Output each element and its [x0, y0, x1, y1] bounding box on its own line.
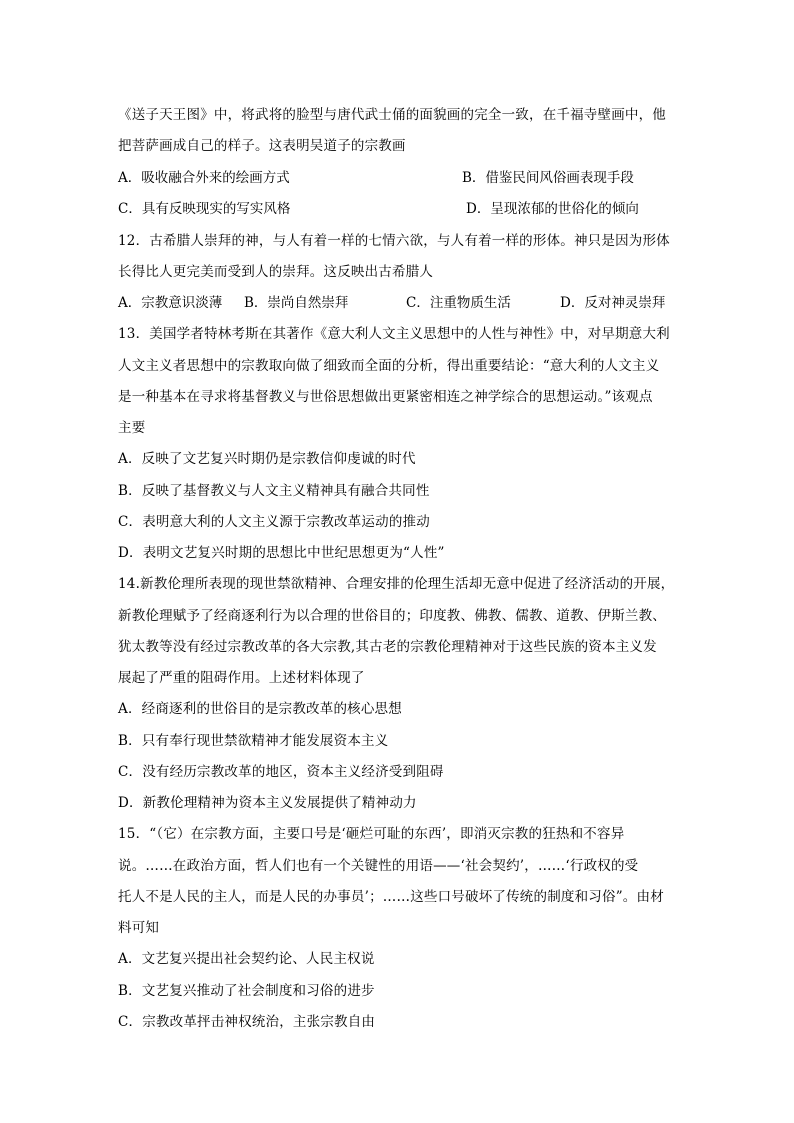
q15-option-a: A．文艺复兴提出社会契约论、人民主权说: [118, 951, 375, 967]
q13-stem-line-4: 主要: [118, 420, 146, 436]
q14-option-a: A．经商逐利的世俗目的是宗教改革的核心思想: [118, 701, 402, 717]
q13-option-c: C．表明意大利的人文主义源于宗教改革运动的推动: [118, 514, 430, 530]
q13-option-b: B．反映了基督教义与人文主义精神具有融合共同性: [118, 483, 430, 499]
q11-option-c: C．具有反映现实的写实风格: [118, 201, 291, 217]
q13-option-d: D．表明文艺复兴时期的思想比中世纪思想更为“人性”: [118, 545, 445, 561]
q11-option-b: B．借鉴民间风俗画表现手段: [462, 170, 634, 186]
q12-stem-line-2: 长得比人更完美而受到人的崇拜。这反映出古希腊人: [118, 264, 434, 280]
q15-option-b: B．文艺复兴推动了社会制度和习俗的进步: [118, 983, 375, 999]
q11-stem-line-1: 《送子天王图》中，将武将的脸型与唐代武士俑的面貌画的完全一致，在千福寺壁画中，他: [118, 107, 666, 123]
q11-option-d: D．呈现浓郁的世俗化的倾向: [466, 201, 639, 217]
q12-stem-line-1: 12．古希腊人崇拜的神，与人有着一样的七情六欲，与人有着一样的形体。神只是因为形体: [118, 233, 670, 249]
q15-option-c: C．宗教改革抨击神权统治，主张宗教自由: [118, 1014, 376, 1030]
q13-stem-line-1: 13．美国学者特林考斯在其著作《意大利人文主义思想中的人性与神性》中，对早期意大利: [118, 326, 670, 342]
q11-stem-line-2: 把菩萨画成自己的样子。这表明吴道子的宗教画: [118, 138, 406, 154]
q12-option-a: A．宗教意识淡薄: [118, 295, 223, 311]
q14-stem-line-2: 新教伦理赋予了经商逐利行为以合理的世俗目的；印度教、佛教、儒教、道教、伊斯兰教、: [118, 608, 666, 624]
q11-option-a: A．吸收融合外来的绘画方式: [118, 170, 290, 186]
q15-stem-line-2: 说。……在政治方面，哲人们也有一个关键性的用语——‘社会契约’，……‘行政权的受: [118, 858, 639, 874]
q14-option-b: B．只有奉行现世禁欲精神才能发展资本主义: [118, 733, 389, 749]
q13-option-a: A．反映了文艺复兴时期仍是宗教信仰虔诚的时代: [118, 451, 416, 467]
q14-stem-line-3: 犹太教等没有经过宗教改革的各大宗教,其古老的宗教伦理精神对于这些民族的资本主义发: [118, 639, 657, 655]
q14-stem-line-4: 展起了严重的阻碍作用。上述材料体现了: [118, 670, 365, 686]
q15-stem-line-4: 料可知: [118, 920, 160, 936]
q15-stem-line-3: 托人不是人民的主人，而是人民的办事员’；……这些口号破坏了传统的制度和习俗”。由材: [118, 889, 664, 905]
q15-stem-line-1: 15．“（它）在宗教方面，主要口号是‘砸烂可耻的东西’，即消灭宗教的狂热和不容异: [118, 826, 625, 842]
q14-option-d: D．新教伦理精神为资本主义发展提供了精神动力: [118, 795, 417, 811]
q14-stem-line-1: 14.新教伦理所表现的现世禁欲精神、合理安排的伦理生活却无意中促进了经济活动的开展，: [118, 576, 675, 592]
q14-option-c: C．没有经历宗教改革的地区，资本主义经济受到阻碍: [118, 764, 444, 780]
q12-option-b: B．崇尚自然崇拜: [244, 295, 349, 311]
q12-option-c: C．注重物质生活: [406, 295, 511, 311]
q13-stem-line-2: 人文主义者思想中的宗教取向做了细致而全面的分析，得出重要结论：“意大利的人文主义: [118, 358, 660, 374]
q12-option-d: D．反对神灵崇拜: [560, 295, 666, 311]
q13-stem-line-3: 是一种基本在寻求将基督教义与世俗思想做出更紧密相连之神学综合的思想运动。”该观点: [118, 389, 653, 405]
